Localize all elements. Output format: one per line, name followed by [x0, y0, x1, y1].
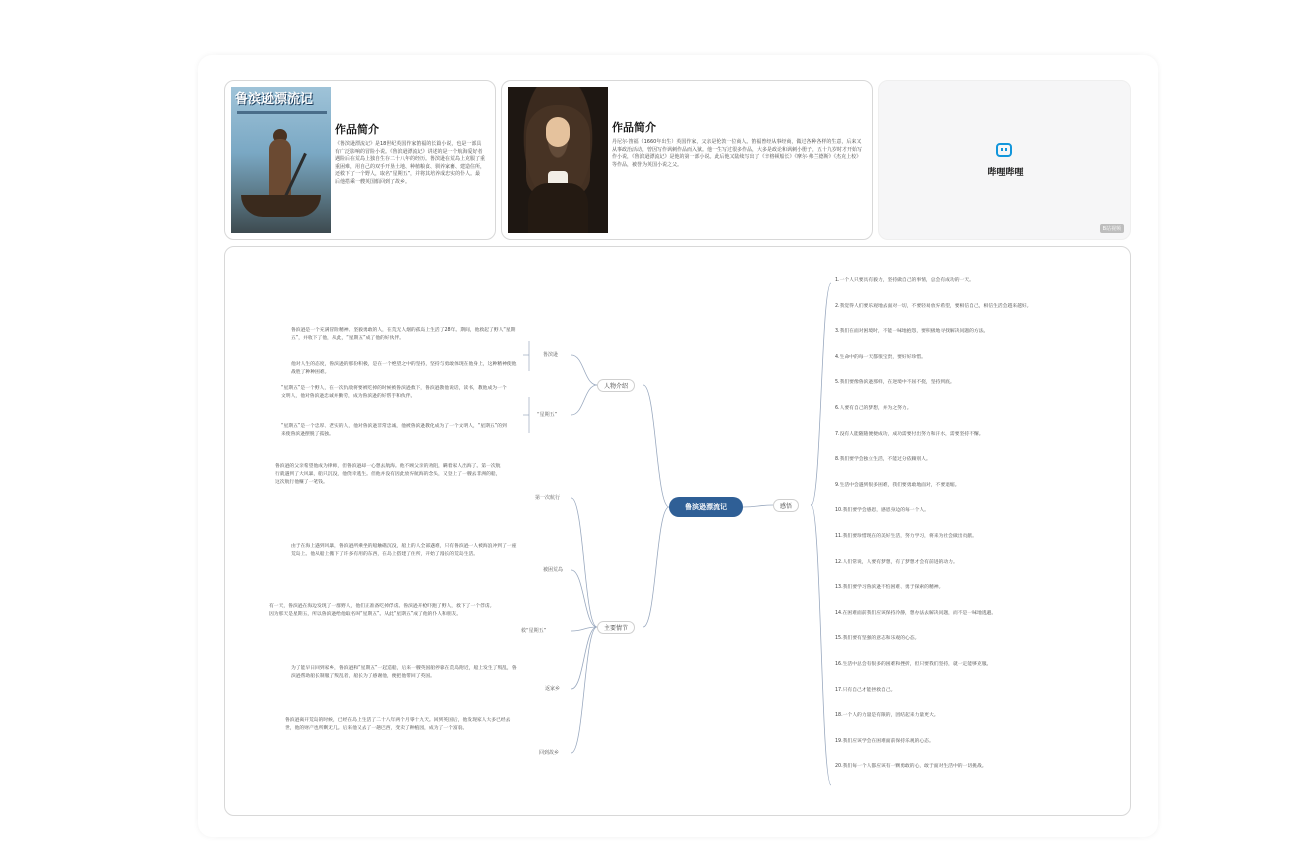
- insight-item: 12.人们常说，人要有梦想，有了梦想才会有前进的动力。: [835, 559, 958, 565]
- mindmap-link: [643, 385, 669, 507]
- para-stranded: 由于在海上遇到风暴，鲁滨逊所乘坐的船触礁沉没，船上的人全部遇难，只有鲁滨逊一人被海浪冲到了一座荒岛上。他从船上搬下了许多有用的东西，在岛上搭建了住所，开始了漫长的荒岛生活。: [291, 544, 517, 557]
- video-badge: B站视频: [1100, 224, 1124, 233]
- insight-item: 2.我觉得人们要乐观地去面对一切，不要轻易放弃希望，要相信自己，相信生活会越来越好。: [835, 303, 1032, 309]
- insight-item: 13.我们要学习鲁滨逊不怕困难、勇于探索的精神。: [835, 585, 944, 591]
- insight-item: 8.我们要学会独立生活，不能过分依赖别人。: [835, 457, 931, 463]
- mindmap-link: [571, 385, 597, 415]
- node-rescue-friday[interactable]: 救“星期五”: [521, 628, 547, 634]
- para-robinson-1: 鲁滨逊是一个充满冒险精神、坚毅勇敢的人，在荒无人烟的孤岛上生活了28年。期间，他救起了野人“星期五”，并收下了他，从此，“星期五”成了他的好伙伴。: [291, 328, 516, 341]
- mindmap-link: [571, 498, 597, 627]
- branch-characters[interactable]: 人物介绍: [597, 379, 635, 392]
- insight-item: 20.我们每一个人都应该有一颗勇敢的心，敢于面对生活中的一切挑战。: [835, 764, 987, 770]
- book-intro-title: 作品简介: [335, 123, 379, 136]
- bilibili-icon: [996, 143, 1012, 157]
- mindmap-canvas[interactable]: [224, 246, 1131, 816]
- insight-item: 9.生活中会遇到很多困难，我们要勇敢地面对，不要退缩。: [835, 482, 960, 488]
- para-first-voyage: 鲁滨逊的父亲希望他成为律师，但鲁滨逊却一心想去航海。他不顾父亲的劝阻，瞒着家人出海了。第一次航行就遇到了大风暴，船只沉没，他侥幸逃生。但他并没有因此放弃航海的念头，又登上了一艘去非洲的船，这次航行他赚了一笔钱。: [275, 464, 501, 485]
- author-intro-card[interactable]: [501, 80, 873, 240]
- node-home[interactable]: 回到故乡: [539, 750, 560, 756]
- author-intro-text: 丹尼尔·笛福（1660年出生）英国作家，父亲是伦敦一位商人。笛福曾经从事经商，做过各种各样的生意，后来又从事政治活动，曾因写作讽刺作品而入狱。他一生写过很多作品，大多是政论和讽刺小册子，五十九岁时才开始写作小说，《鲁滨逊漂流记》是他的第一部小说。此后他又陆续写出了《辛格顿船长》《摩尔·弗兰德斯》《杰克上校》等作品，被誉为英国小说之父。: [612, 139, 863, 168]
- book-intro-card[interactable]: [224, 80, 496, 240]
- insight-item: 11.我们要珍惜现在的美好生活，努力学习，将来为社会做出贡献。: [835, 534, 977, 539]
- insight-item: 3.我们在面对困境时，不能一味地抱怨，要积极地寻找解决问题的方法。: [835, 329, 989, 335]
- insight-item: 18.一个人的力量是有限的，团结起来力量更大。: [835, 713, 939, 719]
- para-return: 为了能早日回到家乡，鲁滨逊和“星期五”一起造船，后来一艘英国船停靠在荒岛附近，船上发生了叛乱，鲁滨逊帮助船长制服了叛乱者，船长为了感谢他，便把他带回了英国。: [291, 666, 517, 679]
- mindmap-link: [811, 505, 831, 785]
- insight-item: 7.没有人能随随便便成功，成功需要付出努力和汗水，需要坚持不懈。: [835, 431, 984, 437]
- book-cover-title: 鲁滨逊漂流记: [235, 92, 314, 107]
- book-intro-text: 《鲁滨逊漂流记》是18世纪英国作家笛福的长篇小说，也是一部具有广泛影响的冒险小说。《鲁滨逊漂流记》讲述的是一个航海爱好者遇险后在荒岛上独自生存二十八年的经历。鲁滨逊在荒岛上克服了重重困难，用自己的双手开垦土地、种植粮食、驯养家畜、建造住所，还救下了一个野人，取名“星期五”，并将其培养成忠实的仆人。最后他搭乘一艘英国船回到了故乡。: [335, 141, 486, 185]
- bilibili-label: 哔哩哔哩: [987, 168, 1024, 178]
- mindmap-link: [643, 507, 669, 627]
- mindmap-link: [571, 627, 597, 753]
- para-robinson-2: 他对人生的态度，鲁滨逊的那份积极，是在一个绝望之中的坚持，坚持与勇敢体现在他身上，这种精神使他战胜了种种困难。: [291, 362, 517, 375]
- bilibili-card[interactable]: [878, 80, 1131, 240]
- insight-item: 16.生活中总会有很多的困难和挫折，但只要我们坚持，就一定能够克服。: [835, 662, 992, 667]
- mindmap-link: [743, 505, 773, 507]
- branch-insights[interactable]: 感悟: [773, 499, 799, 512]
- insight-item: 10.我们要学会感恩，感恩身边的每一个人。: [835, 508, 929, 514]
- insight-item: 6.人要有自己的梦想，并为之努力。: [835, 406, 912, 411]
- para-friday-1: “星期五”是一个野人，在一次仇敌将要被吃掉的时候被鲁滨逊救下，鲁滨逊教他说话，读书，教他成为一个文明人，他对鲁滨逊忠诚并勤劳，成为鲁滨逊的好帮手和伙伴。: [281, 386, 507, 399]
- insight-item: 15.我们要有坚强的意志和乐观的心态。: [835, 636, 920, 642]
- mindmap-link: [571, 570, 597, 627]
- node-stranded[interactable]: 被困荒岛: [543, 567, 564, 573]
- author-intro-title: 作品简介: [612, 121, 656, 134]
- mindmap-link: [811, 283, 831, 505]
- node-return[interactable]: 返家乡: [545, 686, 561, 692]
- node-first-voyage[interactable]: 第一次航行: [535, 495, 561, 501]
- node-robinson[interactable]: 鲁滨逊: [543, 352, 559, 358]
- insight-item: 17.只有自己才能拯救自己。: [835, 687, 896, 693]
- insight-item: 5.我们要像鲁滨逊那样，在逆境中不屈不挠，坚持到底。: [835, 380, 955, 386]
- para-home: 鲁滨逊离开荒岛的时候，已经在岛上生活了二十八年两个月零十九天。回到英国后，他发现家人大多已经去世，他的财产也所剩无几。后来他又去了一趟巴西，变卖了种植园，成为了一个富翁。: [285, 718, 511, 731]
- insight-item: 1.一个人只要具有毅力，坚持做自己的事情，总会有成功的一天。: [835, 278, 974, 283]
- insight-item: 19.我们应该学会在困难面前保持乐观的心态。: [835, 738, 934, 744]
- insight-item: 14.在困难面前我们应该保持冷静，想办法去解决问题，而不是一味地逃避。: [835, 610, 997, 616]
- insight-item: 4.生命中的每一天都很宝贵，要好好珍惜。: [835, 354, 926, 360]
- mindmap-link: [571, 355, 597, 385]
- mindmap-center-node[interactable]: 鲁滨逊漂流记: [669, 497, 743, 517]
- mindmap-link: [571, 627, 597, 689]
- node-friday[interactable]: “星期五”: [537, 412, 558, 418]
- author-portrait-image: [508, 87, 608, 233]
- para-friday-2: “星期五”是一个忠厚、老实的人，他对鲁滨逊非常忠诚，他被鲁滨逊教化成为了一个文明人，“星期五”的到来使鲁滨逊摆脱了孤独。: [281, 424, 507, 437]
- book-cover-image: [231, 87, 331, 233]
- para-rescue-friday: 有一天，鲁滨逊在海边发现了一群野人，他们正准备吃掉俘虏。鲁滨逊开枪吓跑了野人，救下了一个俘虏。因为那天是星期五，所以鲁滨逊给他取名叫“星期五”。从此“星期五”成了他的仆人和朋友。: [269, 604, 495, 617]
- branch-plot[interactable]: 主要情节: [597, 621, 635, 634]
